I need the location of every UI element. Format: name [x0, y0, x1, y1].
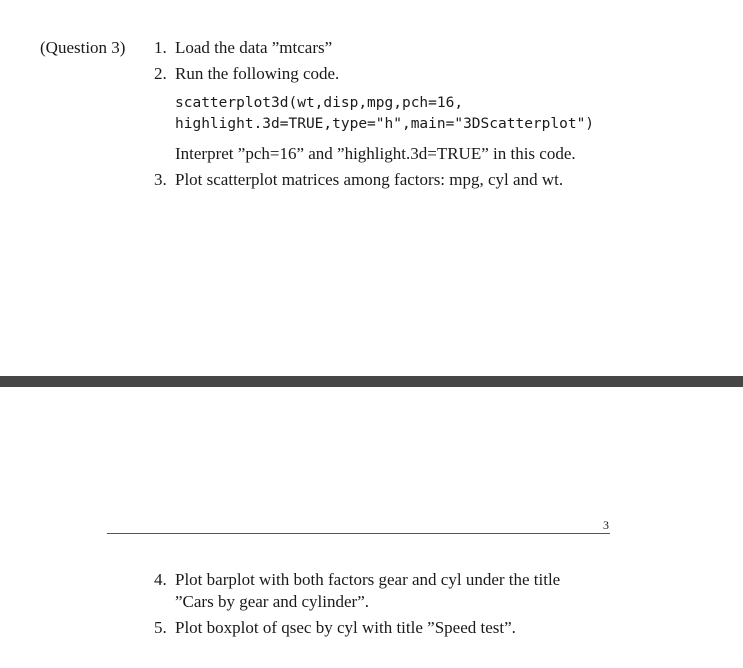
item-number-4: 4. [154, 570, 167, 589]
footer-rule [107, 533, 610, 534]
question-label: (Question 3) [40, 38, 126, 57]
item-number-2: 2. [154, 64, 167, 83]
interpret-text: Interpret ”pch=16” and ”highlight.3d=TRUE” in this code. [175, 144, 576, 163]
code-line-1: scatterplot3d(wt,disp,mpg,pch=16, [175, 95, 464, 111]
item-text-5: Plot boxplot of qsec by cyl with title ”Speed test”. [175, 618, 516, 637]
item-text-2: Run the following code. [175, 64, 340, 83]
item-text-4-line-1: Plot barplot with both factors gear and cyl under the title [175, 570, 561, 589]
page-number: 3 [603, 518, 609, 532]
page-separator [0, 376, 743, 387]
item-number-3: 3. [154, 170, 167, 189]
item-number-5: 5. [154, 618, 167, 637]
item-number-1: 1. [154, 38, 167, 57]
code-line-2: highlight.3d=TRUE,type="h",main="3DScatterplot") [175, 116, 595, 132]
item-text-1: Load the data ”mtcars” [175, 38, 333, 57]
item-text-4-line-2: ”Cars by gear and cylinder”. [175, 592, 369, 611]
item-text-3: Plot scatterplot matrices among factors: mpg, cyl and wt. [175, 170, 564, 189]
